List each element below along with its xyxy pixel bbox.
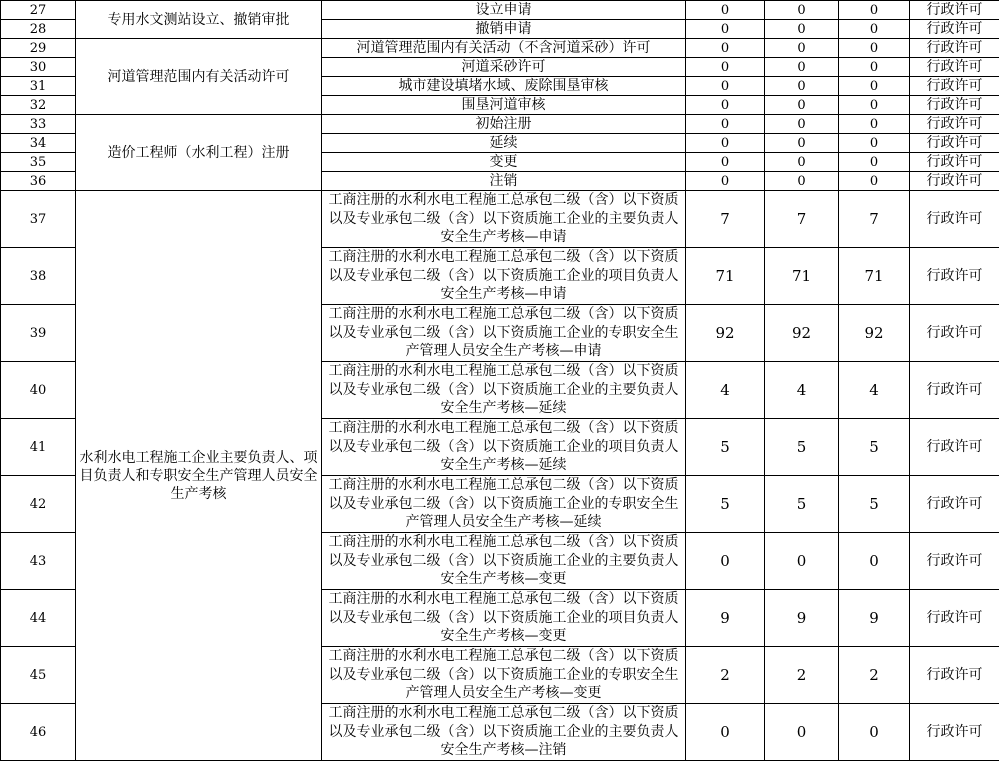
- count-cell: 5: [765, 476, 839, 533]
- row-number-cell: 41: [1, 419, 76, 476]
- count-cell: 71: [765, 248, 839, 305]
- count-cell: 9: [765, 590, 839, 647]
- item-name-cell: 工商注册的水利水电工程施工总承包二级（含）以下资质以及专业承包二级（含）以下资质施工企业的专职安全生产管理人员安全生产考核—延续: [322, 476, 686, 533]
- count-cell: 0: [839, 58, 910, 77]
- count-cell: 0: [839, 115, 910, 134]
- row-number-cell: 30: [1, 58, 76, 77]
- count-cell: 2: [839, 647, 910, 704]
- matter-type-cell: 行政许可: [910, 1, 999, 20]
- table-row: [1, 191, 999, 248]
- item-name-cell: 围垦河道审核: [322, 96, 686, 115]
- matter-type-cell: 行政许可: [910, 476, 999, 533]
- count-cell: 4: [686, 362, 765, 419]
- row-number-cell: 39: [1, 305, 76, 362]
- count-cell: 2: [686, 647, 765, 704]
- count-cell: 0: [686, 172, 765, 191]
- count-cell: 4: [839, 362, 910, 419]
- row-number-cell: 36: [1, 172, 76, 191]
- count-cell: 9: [686, 590, 765, 647]
- count-cell: 0: [839, 77, 910, 96]
- count-cell: 5: [839, 476, 910, 533]
- matter-type-cell: 行政许可: [910, 172, 999, 191]
- row-number-cell: 44: [1, 590, 76, 647]
- item-name-cell: 撤销申请: [322, 20, 686, 39]
- row-number-cell: 27: [1, 1, 76, 20]
- row-number-cell: 43: [1, 533, 76, 590]
- count-cell: 0: [839, 172, 910, 191]
- item-name-cell: 河道管理范围内有关活动（不含河道采砂）许可: [322, 39, 686, 58]
- count-cell: 5: [839, 419, 910, 476]
- matter-type-cell: 行政许可: [910, 58, 999, 77]
- count-cell: 0: [686, 1, 765, 20]
- count-cell: 0: [686, 20, 765, 39]
- count-cell: 2: [765, 647, 839, 704]
- count-cell: 0: [765, 153, 839, 172]
- count-cell: 7: [765, 191, 839, 248]
- item-name-cell: 设立申请: [322, 1, 686, 20]
- table-body: [1, 1, 999, 761]
- count-cell: 0: [686, 134, 765, 153]
- count-cell: 0: [765, 77, 839, 96]
- count-cell: 0: [839, 153, 910, 172]
- count-cell: 0: [839, 39, 910, 58]
- row-number-cell: 42: [1, 476, 76, 533]
- category-cell: 专用水文测站设立、撤销审批: [76, 1, 322, 39]
- count-cell: 9: [839, 590, 910, 647]
- count-cell: 0: [839, 20, 910, 39]
- matter-type-cell: 行政许可: [910, 248, 999, 305]
- item-name-cell: 变更: [322, 153, 686, 172]
- table-row: [1, 115, 999, 134]
- count-cell: 0: [686, 77, 765, 96]
- matter-type-cell: 行政许可: [910, 305, 999, 362]
- matter-type-cell: 行政许可: [910, 362, 999, 419]
- count-cell: 0: [839, 96, 910, 115]
- item-name-cell: 工商注册的水利水电工程施工总承包二级（含）以下资质以及专业承包二级（含）以下资质施工企业的主要负责人安全生产考核—申请: [322, 191, 686, 248]
- count-cell: 92: [686, 305, 765, 362]
- category-cell: 河道管理范围内有关活动许可: [76, 39, 322, 115]
- count-cell: 5: [686, 419, 765, 476]
- item-name-cell: 工商注册的水利水电工程施工总承包二级（含）以下资质以及专业承包二级（含）以下资质施工企业的专职安全生产管理人员安全生产考核—申请: [322, 305, 686, 362]
- matter-type-cell: 行政许可: [910, 115, 999, 134]
- matter-type-cell: 行政许可: [910, 590, 999, 647]
- matter-type-cell: 行政许可: [910, 419, 999, 476]
- count-cell: 0: [765, 1, 839, 20]
- matter-type-cell: 行政许可: [910, 77, 999, 96]
- matter-type-cell: 行政许可: [910, 153, 999, 172]
- count-cell: 0: [839, 704, 910, 761]
- item-name-cell: 城市建设填堵水域、废除围垦审核: [322, 77, 686, 96]
- count-cell: 0: [686, 115, 765, 134]
- matter-type-cell: 行政许可: [910, 647, 999, 704]
- count-cell: 0: [839, 1, 910, 20]
- count-cell: 0: [765, 20, 839, 39]
- table-row: [1, 39, 999, 58]
- count-cell: 4: [765, 362, 839, 419]
- row-number-cell: 31: [1, 77, 76, 96]
- count-cell: 0: [686, 153, 765, 172]
- count-cell: 92: [839, 305, 910, 362]
- item-name-cell: 初始注册: [322, 115, 686, 134]
- item-name-cell: 河道采砂许可: [322, 58, 686, 77]
- count-cell: 0: [686, 58, 765, 77]
- item-name-cell: 工商注册的水利水电工程施工总承包二级（含）以下资质以及专业承包二级（含）以下资质施工企业的主要负责人安全生产考核—变更: [322, 533, 686, 590]
- category-cell: 造价工程师（水利工程）注册: [76, 115, 322, 191]
- item-name-cell: 工商注册的水利水电工程施工总承包二级（含）以下资质以及专业承包二级（含）以下资质施工企业的专职安全生产管理人员安全生产考核—变更: [322, 647, 686, 704]
- item-name-cell: 注销: [322, 172, 686, 191]
- count-cell: 0: [839, 134, 910, 153]
- count-cell: 7: [839, 191, 910, 248]
- matter-type-cell: 行政许可: [910, 96, 999, 115]
- matter-type-cell: 行政许可: [910, 39, 999, 58]
- item-name-cell: 工商注册的水利水电工程施工总承包二级（含）以下资质以及专业承包二级（含）以下资质施工企业的主要负责人安全生产考核—延续: [322, 362, 686, 419]
- count-cell: 71: [686, 248, 765, 305]
- item-name-cell: 工商注册的水利水电工程施工总承包二级（含）以下资质以及专业承包二级（含）以下资质施工企业的主要负责人安全生产考核—注销: [322, 704, 686, 761]
- category-cell: 水利水电工程施工企业主要负责人、项目负责人和专职安全生产管理人员安全生产考核: [76, 191, 322, 761]
- row-number-cell: 38: [1, 248, 76, 305]
- count-cell: 0: [765, 58, 839, 77]
- matter-type-cell: 行政许可: [910, 704, 999, 761]
- item-name-cell: 工商注册的水利水电工程施工总承包二级（含）以下资质以及专业承包二级（含）以下资质施工企业的项目负责人安全生产考核—延续: [322, 419, 686, 476]
- item-name-cell: 工商注册的水利水电工程施工总承包二级（含）以下资质以及专业承包二级（含）以下资质施工企业的项目负责人安全生产考核—申请: [322, 248, 686, 305]
- row-number-cell: 40: [1, 362, 76, 419]
- count-cell: 0: [686, 96, 765, 115]
- row-number-cell: 32: [1, 96, 76, 115]
- matter-type-cell: 行政许可: [910, 191, 999, 248]
- table-row: [1, 1, 999, 20]
- count-cell: 71: [839, 248, 910, 305]
- count-cell: 0: [839, 533, 910, 590]
- row-number-cell: 28: [1, 20, 76, 39]
- count-cell: 0: [765, 704, 839, 761]
- count-cell: 0: [686, 39, 765, 58]
- item-name-cell: 工商注册的水利水电工程施工总承包二级（含）以下资质以及专业承包二级（含）以下资质施工企业的项目负责人安全生产考核—变更: [322, 590, 686, 647]
- item-name-cell: 延续: [322, 134, 686, 153]
- count-cell: 92: [765, 305, 839, 362]
- matter-type-cell: 行政许可: [910, 20, 999, 39]
- count-cell: 0: [765, 134, 839, 153]
- count-cell: 0: [765, 533, 839, 590]
- count-cell: 0: [765, 39, 839, 58]
- matter-type-cell: 行政许可: [910, 134, 999, 153]
- count-cell: 0: [765, 96, 839, 115]
- row-number-cell: 46: [1, 704, 76, 761]
- count-cell: 0: [686, 533, 765, 590]
- row-number-cell: 35: [1, 153, 76, 172]
- row-number-cell: 45: [1, 647, 76, 704]
- count-cell: 7: [686, 191, 765, 248]
- row-number-cell: 33: [1, 115, 76, 134]
- count-cell: 0: [765, 172, 839, 191]
- count-cell: 0: [686, 704, 765, 761]
- matter-type-cell: 行政许可: [910, 533, 999, 590]
- count-cell: 0: [765, 115, 839, 134]
- count-cell: 5: [686, 476, 765, 533]
- count-cell: 5: [765, 419, 839, 476]
- row-number-cell: 29: [1, 39, 76, 58]
- row-number-cell: 34: [1, 134, 76, 153]
- row-number-cell: 37: [1, 191, 76, 248]
